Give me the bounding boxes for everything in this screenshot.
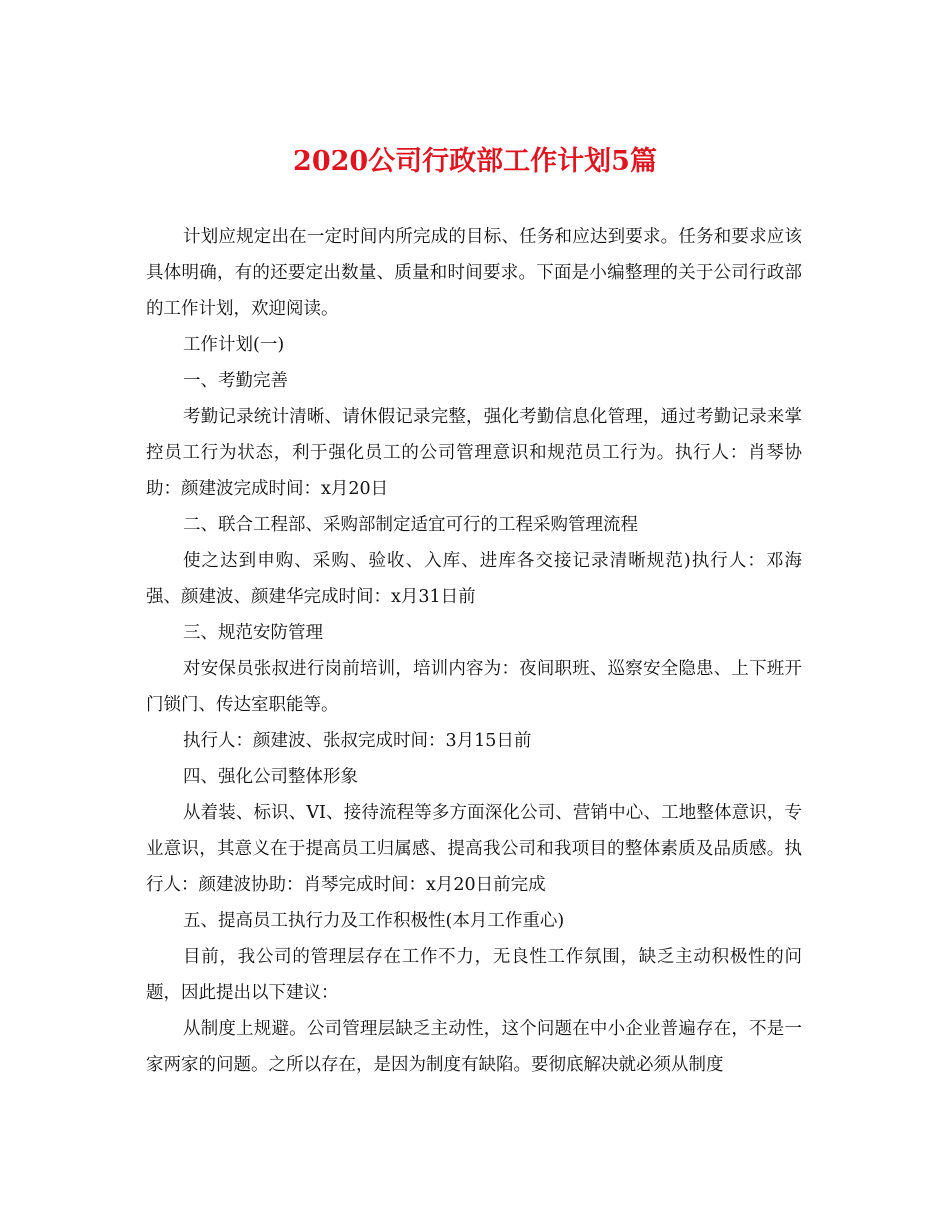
paragraph-section-3-body: 对安保员张叔进行岗前培训，培训内容为：夜间职班、巡察安全隐患、上下班开门锁门、传达室职能等。 (146, 659, 802, 715)
paragraph-section-2-heading: 二、联合工程部、采购部制定适宜可行的工程采购管理流程 (183, 515, 638, 535)
paragraph-section-5-body: 目前，我公司的管理层存在工作不力，无良性工作氛围，缺乏主动积极性的问题，因此提出以下建议： (146, 947, 802, 1003)
paragraph-section-2-body: 使之达到申购、采购、验收、入库、进库各交接记录清晰规范)执行人：邓海强、颜建波、颜建华完成时间：x月31日前 (146, 551, 802, 607)
paragraph-section-1-heading: 一、考勤完善 (183, 371, 288, 391)
document-title: 2020公司行政部工作计划5篇 (293, 146, 657, 177)
paragraph-section-4-body: 从着装、标识、VI、接待流程等多方面深化公司、营销中心、工地整体意识，专业意识，其意义在于提高员工归属感、提高我公司和我项目的整体素质及品质感。执行人：颜建波协助：肖琴完成时间：x月20日前完成 (146, 803, 802, 895)
paragraph-section-4-heading: 四、强化公司整体形象 (183, 767, 358, 787)
paragraph-section-5-heading: 五、提高员工执行力及工作积极性(本月工作重心) (183, 911, 565, 931)
document-body (146, 219, 802, 1083)
paragraph-section-3-heading: 三、规范安防管理 (183, 623, 323, 643)
paragraph-section-3-executor: 执行人：颜建波、张叔完成时间：3月15日前 (183, 731, 532, 751)
paragraph-section-1-body: 考勤记录统计清晰、请休假记录完整，强化考勤信息化管理，通过考勤记录来掌控员工行为状态，利于强化员工的公司管理意识和规范员工行为。执行人：肖琴协助：颜建波完成时间：x月20日 (146, 407, 802, 499)
paragraph-plan-heading: 工作计划(一) (183, 335, 285, 355)
paragraph-section-5-suggestion: 从制度上规避。公司管理层缺乏主动性，这个问题在中小企业普遍存在，不是一家两家的问题。之所以存在，是因为制度有缺陷。要彻底解决就必须从制度 (146, 1019, 802, 1075)
paragraph-intro: 计划应规定出在一定时间内所完成的目标、任务和应达到要求。任务和要求应该具体明确，有的还要定出数量、质量和时间要求。下面是小编整理的关于公司行政部的工作计划，欢迎阅读。 (146, 227, 802, 319)
